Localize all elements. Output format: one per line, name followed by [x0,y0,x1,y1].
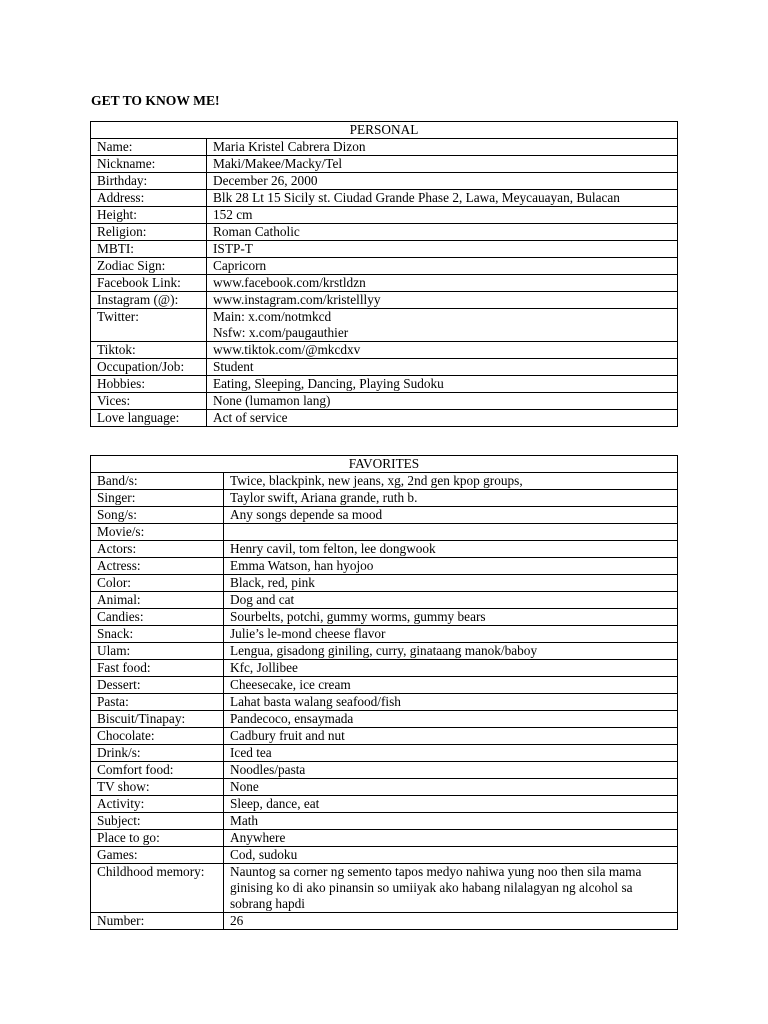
field-value [224,913,678,930]
field-value-line: Lahat basta walang seafood/fish [230,694,401,709]
field-value [224,694,678,711]
table-row [91,224,678,241]
field-label: Occupation/Job: [91,359,207,376]
field-value [224,592,678,609]
field-value-line: Main: x.com/notmkcd [213,309,332,324]
table-row [91,779,678,796]
field-label: Zodiac Sign: [91,258,207,275]
field-value-line: www.instagram.com/kristelllyy [213,292,381,307]
field-value [207,275,678,292]
field-value-line: ISTP-T [213,241,253,256]
field-value-line: Blk 28 Lt 15 Sicily st. Ciudad Grande Phase 2, Lawa, Meycauayan, Bulacan [213,190,620,205]
field-value-line: Kfc, Jollibee [230,660,298,675]
field-value-line: Nsfw: x.com/paugauthier [213,325,349,340]
field-value-line: Henry cavil, tom felton, lee dongwook [230,541,436,556]
table-row [91,309,678,342]
table-row [91,139,678,156]
field-value [207,359,678,376]
table-row [91,913,678,930]
favorites-header-row [91,456,678,473]
field-value-line: Math [230,813,259,828]
field-value [207,224,678,241]
table-row [91,359,678,376]
table-row [91,592,678,609]
field-value-line: Capricorn [213,258,267,273]
field-value-line: Julie’s le-mond cheese flavor [230,626,386,641]
field-value [224,541,678,558]
field-value [224,779,678,796]
field-value [224,575,678,592]
favorites-table [90,455,678,930]
field-value-line: www.facebook.com/krstldzn [213,275,366,290]
field-label: Name: [91,139,207,156]
field-label: Pasta: [91,694,224,711]
field-value-line: Maki/Makee/Macky/Tel [213,156,343,171]
table-row [91,173,678,190]
field-value-line: Act of service [213,410,288,425]
field-value [207,190,678,207]
field-value-line: Twice, blackpink, new jeans, xg, 2nd gen kpop groups, [230,473,523,488]
field-label: Candies: [91,609,224,626]
table-row [91,524,678,541]
field-value-line: Cadbury fruit and nut [230,728,345,743]
field-value-line: Dog and cat [230,592,295,607]
field-label: Facebook Link: [91,275,207,292]
field-value-line: 26 [230,913,244,928]
table-row [91,490,678,507]
field-value-line: ginising ko di ako pinansin so umiiyak ako habang nilalagyan ng alcohol sa [230,880,633,895]
field-value [207,207,678,224]
field-value-line: Eating, Sleeping, Dancing, Playing Sudoku [213,376,444,391]
field-value [224,524,678,541]
field-label: Comfort food: [91,762,224,779]
table-row [91,643,678,660]
field-value [207,173,678,190]
table-row [91,376,678,393]
table-row [91,292,678,309]
favorites-heading: FAVORITES [91,456,678,473]
table-row [91,796,678,813]
table-row [91,694,678,711]
table-row [91,258,678,275]
field-value-line: Lengua, gisadong giniling, curry, ginataang manok/baboy [230,643,538,658]
field-label: Drink/s: [91,745,224,762]
field-value-line: 152 cm [213,207,253,222]
field-label: Biscuit/Tinapay: [91,711,224,728]
field-value [224,490,678,507]
field-value-line: sobrang hapdi [230,896,305,911]
field-label: Fast food: [91,660,224,677]
field-value-line: Student [213,359,254,374]
field-value-line: December 26, 2000 [213,173,318,188]
field-value [224,626,678,643]
field-value-line: Nauntog sa corner ng semento tapos medyo nahiwa yung noo then sila mama [230,864,642,879]
field-value-line: None (lumamon lang) [213,393,331,408]
field-value-line: Anywhere [230,830,286,845]
field-label: Games: [91,847,224,864]
table-row [91,847,678,864]
field-value [224,711,678,728]
field-value [207,139,678,156]
field-value [224,677,678,694]
field-label: Activity: [91,796,224,813]
field-value-line: None [230,779,259,794]
field-value [224,864,678,913]
field-label: Religion: [91,224,207,241]
field-label: Snack: [91,626,224,643]
table-row [91,711,678,728]
field-label: Ulam: [91,643,224,660]
field-value [207,376,678,393]
field-value [224,847,678,864]
field-label: Actors: [91,541,224,558]
table-row [91,558,678,575]
table-row [91,813,678,830]
personal-header-row [91,122,678,139]
table-row [91,830,678,847]
field-value [224,660,678,677]
field-value [224,558,678,575]
field-label: Address: [91,190,207,207]
field-value [207,241,678,258]
field-value [224,796,678,813]
field-label: Subject: [91,813,224,830]
field-value-line: www.tiktok.com/@mkcdxv [213,342,361,357]
favorites-rows [91,473,678,930]
field-value [207,258,678,275]
field-value [224,507,678,524]
field-value [224,473,678,490]
personal-heading: PERSONAL [91,122,678,139]
field-label: TV show: [91,779,224,796]
field-value [207,309,678,342]
field-value [207,156,678,173]
field-value-line: Emma Watson, han hyojoo [230,558,374,573]
field-label: Place to go: [91,830,224,847]
field-label: Movie/s: [91,524,224,541]
table-row [91,275,678,292]
field-value [224,830,678,847]
table-row [91,762,678,779]
field-value-line: Black, red, pink [230,575,315,590]
field-label: Childhood memory: [91,864,224,913]
table-row [91,156,678,173]
field-value-line: Sourbelts, potchi, gummy worms, gummy bears [230,609,486,624]
table-row [91,507,678,524]
table-row [91,393,678,410]
field-value-line: Roman Catholic [213,224,300,239]
field-value-line: Taylor swift, Ariana grande, ruth b. [230,490,418,505]
field-label: Actress: [91,558,224,575]
field-label: Birthday: [91,173,207,190]
field-label: Hobbies: [91,376,207,393]
field-label: Tiktok: [91,342,207,359]
personal-table [90,121,678,427]
table-row [91,410,678,427]
field-label: Instagram (@): [91,292,207,309]
field-label: Color: [91,575,224,592]
table-row [91,342,678,359]
field-value-line: Any songs depende sa mood [230,507,383,522]
field-value [207,342,678,359]
field-value-line: Cod, sudoku [230,847,298,862]
field-label: MBTI: [91,241,207,258]
table-row [91,745,678,762]
field-value-line: Iced tea [230,745,272,760]
table-row [91,473,678,490]
field-value [207,292,678,309]
table-row [91,677,678,694]
field-label: Dessert: [91,677,224,694]
personal-rows [91,139,678,427]
table-row [91,207,678,224]
table-row [91,541,678,558]
field-value-line: Noodles/pasta [230,762,306,777]
field-label: Song/s: [91,507,224,524]
field-value [207,393,678,410]
table-row [91,660,678,677]
table-row [91,728,678,745]
field-label: Love language: [91,410,207,427]
table-row [91,190,678,207]
field-label: Nickname: [91,156,207,173]
table-row [91,609,678,626]
field-label: Vices: [91,393,207,410]
field-value [224,745,678,762]
field-label: Band/s: [91,473,224,490]
field-value-line: Maria Kristel Cabrera Dizon [213,139,366,154]
table-row [91,575,678,592]
table-row [91,241,678,258]
table-row [91,626,678,643]
field-value [224,813,678,830]
field-label: Singer: [91,490,224,507]
field-value [207,410,678,427]
field-value-line: Cheesecake, ice cream [230,677,351,692]
page-title: GET TO KNOW ME! [91,93,220,108]
field-value [224,762,678,779]
table-row [91,864,678,913]
field-label: Twitter: [91,309,207,342]
field-value-line: Sleep, dance, eat [230,796,320,811]
field-value-line: Pandecoco, ensaymada [230,711,354,726]
field-label: Chocolate: [91,728,224,745]
field-value [224,643,678,660]
field-label: Height: [91,207,207,224]
field-label: Animal: [91,592,224,609]
field-value [224,609,678,626]
field-label: Number: [91,913,224,930]
field-value [224,728,678,745]
